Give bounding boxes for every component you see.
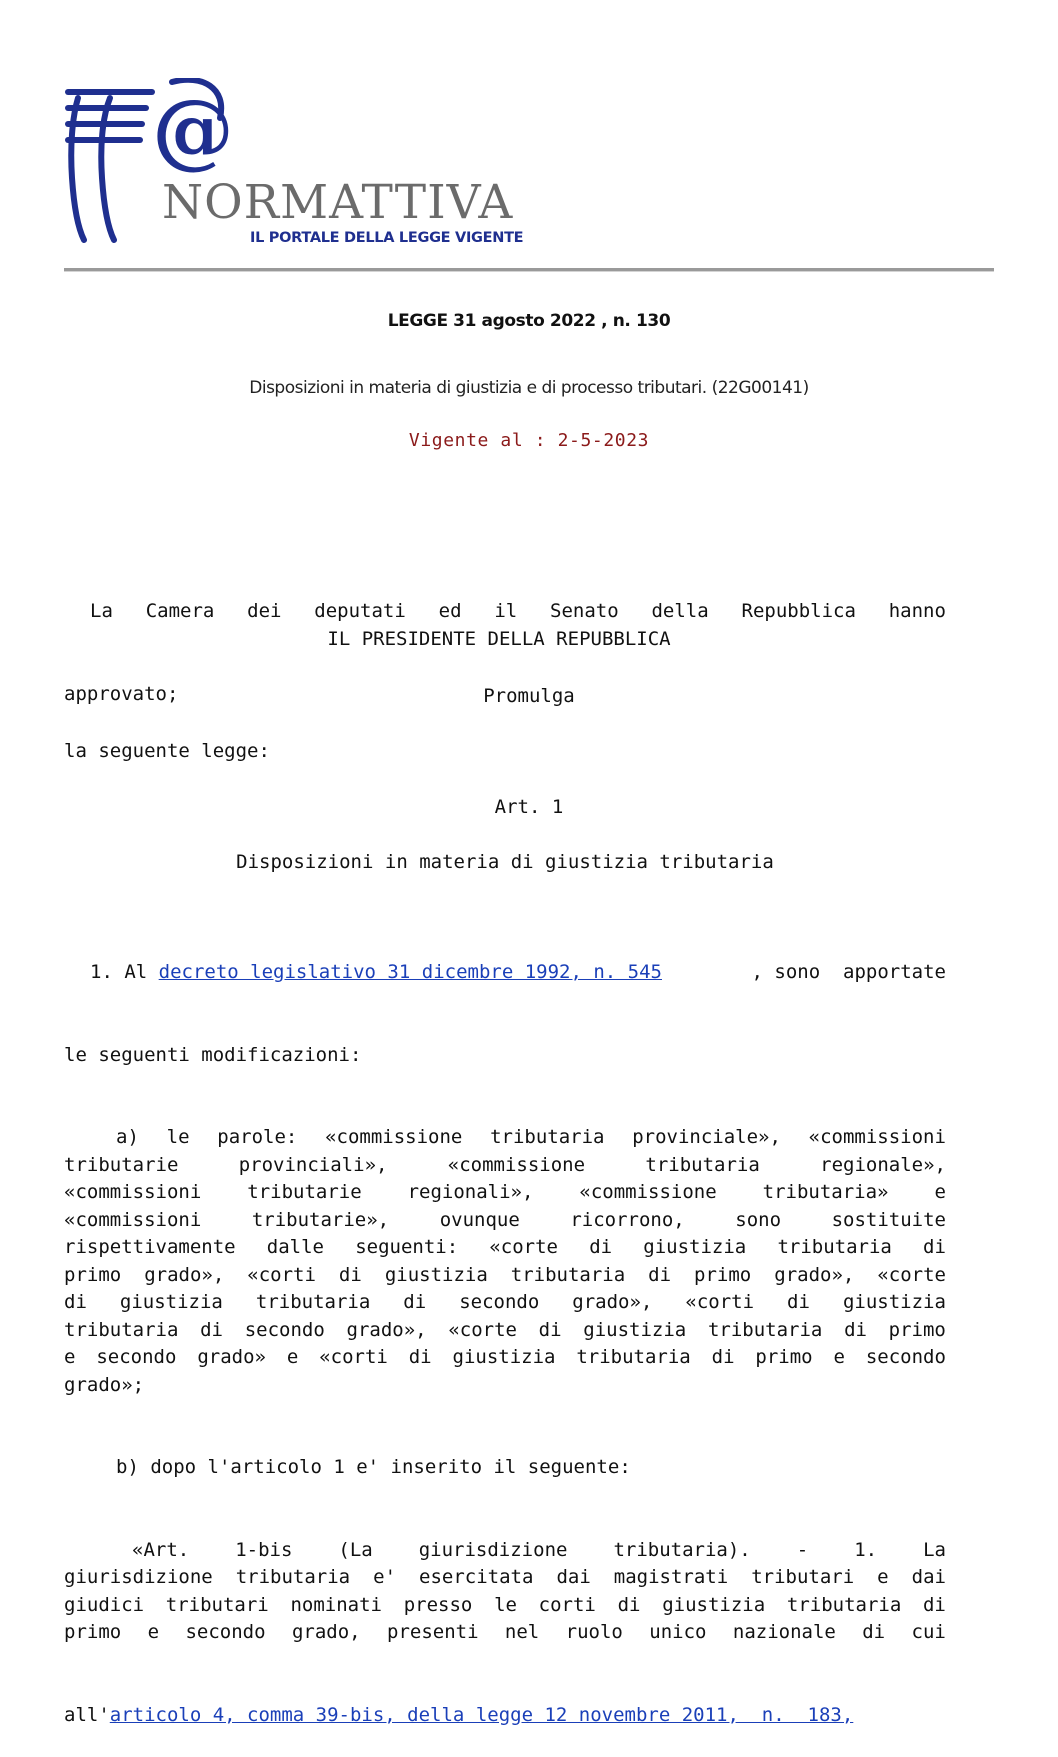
text-word: esercitata xyxy=(419,1566,534,1588)
article-heading: Art. 1 xyxy=(494,796,564,818)
text-word: tributaria xyxy=(490,1126,605,1148)
text-word: giustizia xyxy=(119,1291,223,1313)
text-word: tributarie xyxy=(64,1153,179,1176)
text-word: tributaria xyxy=(645,1153,760,1176)
text-word: di xyxy=(64,1291,87,1313)
text-word: corti xyxy=(538,1593,596,1616)
text-word: grado», xyxy=(572,1291,653,1313)
promulga-text: Promulga xyxy=(483,685,575,707)
text-word: «commissioni xyxy=(64,1208,202,1231)
text-word: «commissioni xyxy=(64,1181,202,1203)
text-word: sono xyxy=(735,1208,782,1231)
text-word: di xyxy=(923,1236,946,1258)
text-word: tributaria xyxy=(64,1318,179,1341)
text-line xyxy=(64,1537,946,1565)
legge-183-link[interactable]: articolo 4, comma 39-bis, della legge 12 novembre 2011, n. 183, xyxy=(109,1703,854,1726)
text-word: di xyxy=(844,1318,867,1341)
text-word: sostituite xyxy=(831,1208,946,1231)
text-word: La xyxy=(923,1538,946,1561)
paragraph-1-line xyxy=(64,1042,946,1070)
text-word: grado» xyxy=(197,1346,266,1368)
text-word: provinciali», xyxy=(238,1153,388,1176)
text-word: giustizia xyxy=(643,1236,747,1258)
text-word: nel xyxy=(504,1621,540,1643)
text-word: primo xyxy=(755,1346,813,1368)
text-word: tributaria xyxy=(707,1318,823,1341)
text-word: provinciale», xyxy=(632,1126,781,1148)
text-word: e xyxy=(833,1346,845,1368)
item-b xyxy=(64,1454,946,1482)
preamble-word: Repubblica xyxy=(741,600,856,622)
text-word: tributaria xyxy=(576,1346,691,1368)
vigente-date: Vigente al : 2-5-2023 xyxy=(408,430,650,451)
preamble-word: deputati xyxy=(314,600,406,622)
text-word: e xyxy=(286,1346,299,1368)
text-word: di xyxy=(589,1236,613,1258)
article-1-bis xyxy=(64,1537,946,1647)
text-word: tributaria xyxy=(786,1593,902,1616)
text-word: giustizia xyxy=(583,1318,687,1341)
text-word: di xyxy=(617,1593,641,1616)
paragraph-1-prefix: 1. Al xyxy=(90,961,148,983)
text-word: di xyxy=(787,1291,810,1313)
text-word: «commissione xyxy=(325,1126,463,1148)
text-word: giustizia xyxy=(452,1346,556,1368)
text-line xyxy=(64,1564,946,1592)
text-word: e xyxy=(934,1181,946,1203)
preamble-line xyxy=(64,598,946,626)
text-word: «commissione xyxy=(447,1153,586,1176)
text-word: regionali», xyxy=(407,1181,534,1203)
text-line xyxy=(64,1124,946,1152)
article-subject: Disposizioni in materia di giustizia tributaria xyxy=(236,851,774,873)
text-word: primo xyxy=(64,1621,122,1643)
text-word: di xyxy=(403,1291,427,1313)
text-word: secondo xyxy=(459,1291,540,1313)
text-word: tributarie», xyxy=(251,1208,390,1231)
text-word: primo xyxy=(694,1263,752,1286)
header-divider xyxy=(64,268,994,272)
preamble-word: dei xyxy=(247,600,282,622)
text-word: «corte xyxy=(489,1236,558,1258)
text-word: di xyxy=(338,1263,362,1286)
text-word: di xyxy=(862,1621,886,1643)
text-word: giustizia xyxy=(662,1593,766,1616)
law-title: LEGGE 31 agosto 2022 , n. 130 xyxy=(387,311,671,331)
preamble-word: Senato xyxy=(550,600,619,622)
text-word: «corte xyxy=(448,1318,517,1341)
text-word: giudici xyxy=(64,1593,145,1616)
text-word: primo xyxy=(888,1318,946,1341)
text-word: dai xyxy=(556,1566,591,1588)
text-word: giustizia xyxy=(842,1291,946,1313)
text-word: di xyxy=(711,1346,735,1368)
svg-text:@: @ xyxy=(152,82,234,178)
text-word: nominati xyxy=(290,1593,382,1616)
text-word: 1. xyxy=(854,1538,878,1561)
text-line xyxy=(64,1207,946,1235)
text-word: (La xyxy=(338,1538,373,1561)
text-word: 1-bis xyxy=(235,1538,293,1561)
decreto-545-link[interactable]: decreto legislativo 31 dicembre 1992, n. 545 xyxy=(158,961,662,983)
text-word: e xyxy=(64,1346,76,1368)
text-word: grado», xyxy=(144,1263,225,1286)
text-word: rispettivamente xyxy=(64,1236,236,1258)
text-word: grado», xyxy=(774,1263,855,1286)
text-word: tributari xyxy=(165,1593,269,1616)
text-word: primo xyxy=(64,1263,122,1286)
text-word: giurisdizione xyxy=(418,1538,568,1561)
item-b-text: b) dopo l'articolo 1 e' inserito il seguente: xyxy=(116,1456,631,1478)
preamble-word: ed xyxy=(438,600,462,622)
paragraph-1-start xyxy=(64,959,662,987)
text-word: giurisdizione xyxy=(64,1566,213,1588)
text-word: ricorrono, xyxy=(570,1208,685,1231)
normattiva-logo-mark xyxy=(62,78,532,253)
text-word: «corti xyxy=(319,1346,388,1368)
text-line xyxy=(64,1262,946,1290)
item-a xyxy=(64,1124,946,1399)
preamble-word: hanno xyxy=(888,600,946,622)
text-word: «commissioni xyxy=(808,1126,946,1148)
text-word: a) xyxy=(116,1126,139,1148)
logo-tagline: IL PORTALE DELLA LEGGE VIGENTE xyxy=(250,230,524,246)
text-word: regionale», xyxy=(820,1153,946,1176)
text-word: «commissione xyxy=(579,1181,717,1203)
text-word: «corti xyxy=(685,1291,755,1313)
text-word: secondo xyxy=(865,1346,946,1368)
text-word: e xyxy=(147,1621,160,1643)
text-word: presenti xyxy=(387,1621,479,1643)
text-word: «corte xyxy=(877,1263,946,1286)
text-line xyxy=(64,1179,946,1207)
preamble-word: della xyxy=(651,600,709,622)
preamble-text: approvato; xyxy=(64,682,179,705)
preamble-word: Camera xyxy=(145,600,215,622)
text-word: «Art. xyxy=(132,1538,190,1561)
text-word: grado, xyxy=(291,1621,361,1643)
text-word: nazionale xyxy=(732,1621,836,1643)
president-heading: IL PRESIDENTE DELLA REPUBBLICA xyxy=(327,628,671,650)
normattiva-logo[interactable] xyxy=(62,78,532,253)
text-word: secondo xyxy=(244,1318,325,1341)
seguente-legge-text: la seguente legge: xyxy=(64,740,270,762)
text-word: dalle xyxy=(266,1236,324,1258)
text-word: le xyxy=(494,1593,517,1616)
text-word: tributaria xyxy=(777,1236,892,1258)
text-word: secondo xyxy=(96,1346,177,1368)
text-word: secondo xyxy=(185,1621,266,1643)
preamble-word: il xyxy=(494,600,518,622)
text-word: di xyxy=(648,1263,672,1286)
text-word: e' xyxy=(373,1566,397,1588)
text-line xyxy=(64,1344,946,1372)
text-line xyxy=(64,1289,946,1317)
text-line xyxy=(64,1372,946,1400)
text-word: tributaria» xyxy=(762,1181,889,1203)
paragraph-1-line xyxy=(64,959,946,987)
text-word: giustizia xyxy=(384,1263,488,1286)
text-word: grado»; xyxy=(64,1373,145,1396)
text-line xyxy=(64,1317,946,1345)
text-word: di xyxy=(200,1318,223,1341)
text-line xyxy=(64,1152,946,1180)
text-word: «corti xyxy=(247,1263,316,1286)
text-line xyxy=(64,1592,946,1620)
last-line-prefix: all' xyxy=(64,1703,110,1726)
logo-wordmark: NORMATTIVA xyxy=(162,175,514,230)
text-line xyxy=(64,1234,946,1262)
text-word: presso xyxy=(403,1593,473,1616)
text-word: tributaria xyxy=(255,1291,371,1313)
article-body xyxy=(64,904,946,1757)
text-word: e xyxy=(877,1566,889,1588)
text-word: magistrati xyxy=(613,1566,729,1588)
text-word: le xyxy=(166,1126,190,1148)
text-line xyxy=(64,1619,946,1647)
text-word: di xyxy=(922,1593,946,1616)
paragraph-1-suffix: , sono apportate xyxy=(751,961,946,983)
text-word: grado», xyxy=(346,1318,427,1341)
text-word: ovunque xyxy=(439,1208,520,1231)
preamble-word: La xyxy=(90,600,113,622)
text-word: tributarie xyxy=(247,1181,362,1203)
text-word: tributari xyxy=(751,1566,855,1588)
law-subtitle: Disposizioni in materia di giustizia e di processo tributari. (22G00141) xyxy=(249,378,809,398)
text-word: parole: xyxy=(217,1126,298,1148)
text-word: ruolo xyxy=(565,1621,623,1643)
article-1-bis-line xyxy=(64,1702,946,1730)
text-word: tributaria xyxy=(510,1263,626,1286)
text-word: cui xyxy=(911,1621,946,1643)
paragraph-1-text: le seguenti modificazioni: xyxy=(64,1043,362,1066)
text-word: tributaria). xyxy=(613,1538,751,1561)
text-word: - xyxy=(796,1538,809,1561)
text-word: unico xyxy=(649,1621,707,1643)
text-word: di xyxy=(538,1318,562,1341)
text-word: tributaria xyxy=(235,1566,351,1588)
text-word: di xyxy=(408,1346,432,1368)
text-word: seguenti: xyxy=(355,1236,459,1258)
text-word: dai xyxy=(911,1566,946,1588)
